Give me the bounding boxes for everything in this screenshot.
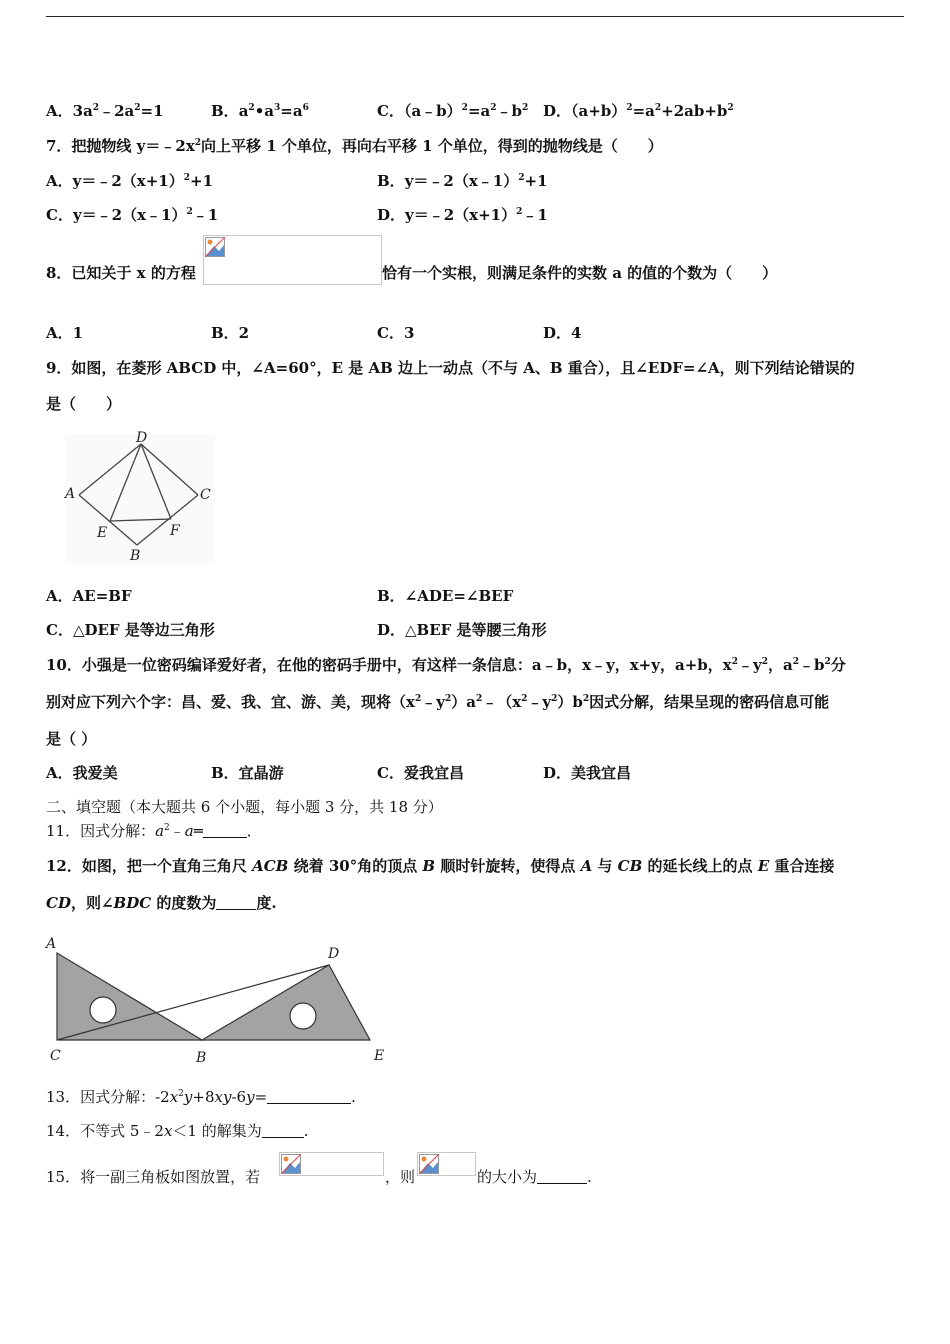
- q8-option-a[interactable]: A．1: [46, 324, 84, 342]
- q12-stem-line2: CD，则∠BDC 的度数为 度.: [46, 894, 277, 912]
- q10-option-c[interactable]: C．爱我宜昌: [377, 764, 464, 782]
- label-d: D: [136, 430, 148, 446]
- label-a: A: [65, 486, 76, 502]
- q8-stem-start: 8．已知关于 x 的方程: [46, 264, 196, 282]
- q7-option-c[interactable]: C．y＝﹣2（x﹣1）$^2$﹣1: [46, 206, 219, 224]
- q15-answer-blank[interactable]: [537, 1169, 587, 1184]
- q8-stem-end: 恰有一个实根，则满足条件的实数 a 的值的个数为（ ）: [382, 264, 778, 282]
- q13-stem: 13．因式分解：$-2x^2y+8xy-6y=$ .: [46, 1088, 356, 1106]
- label-b: B: [130, 548, 141, 564]
- q10-option-d[interactable]: D．美我宜昌: [543, 764, 632, 782]
- q7-option-b[interactable]: B．y＝﹣2（x﹣1）$^2$+1: [377, 172, 548, 190]
- q7-option-a[interactable]: A．$y=﹣2(x+1)^2+1$: [46, 172, 214, 190]
- broken-image-icon: [419, 1154, 439, 1174]
- q10-option-a[interactable]: A．我爱美: [46, 764, 118, 782]
- q8-option-d[interactable]: D．4: [543, 324, 582, 342]
- q9-option-a[interactable]: A．AE=BF: [46, 587, 132, 605]
- label-a: A: [46, 936, 57, 952]
- q15-angle-image: [417, 1152, 476, 1176]
- label-b: B: [196, 1050, 207, 1066]
- label-e: E: [97, 525, 108, 541]
- triangle-acb: [57, 953, 202, 1040]
- q10-option-b[interactable]: B．宜晶游: [211, 764, 284, 782]
- header-rule: [46, 16, 904, 17]
- q12-stem-line1: 12．如图，把一个直角三角尺 ACB 绕着 30°角的顶点 B 顺时针旋转，使得点 A 与 CB 的延长线上的点 E 重合连接: [46, 857, 835, 875]
- broken-image-icon: [205, 237, 225, 257]
- q10-stem-line3: 是（ ）: [46, 730, 97, 748]
- section-2-heading: 二、填空题（本大题共 6 个小题，每小题 3 分，共 18 分）: [46, 798, 443, 816]
- q7-option-d[interactable]: D．$y=﹣2(x+1)^2﹣1$: [377, 206, 548, 224]
- q15-stem-a: 15．将一副三角板如图放置，若: [46, 1168, 261, 1186]
- q8-option-b[interactable]: B．2: [211, 324, 250, 342]
- q9-option-b[interactable]: B．∠ADE=∠BEF: [377, 587, 514, 605]
- label-f: F: [170, 523, 180, 539]
- label-e: E: [374, 1048, 385, 1064]
- triangle-acb-hole: [90, 997, 116, 1023]
- q11-stem: 11．因式分解：$a^2﹣a═$ ．: [46, 822, 262, 840]
- q10-stem-line1: 10．小强是一位密码编译爱好者，在他的密码手册中，有这样一条信息：a﹣b，x﹣y，x+y，a+b，$x^2﹣y^2$，$a^2﹣b^2$分: [46, 656, 846, 674]
- q9-rhombus-figure: [60, 428, 220, 564]
- q8-option-c[interactable]: C．3: [377, 324, 415, 342]
- q14-answer-blank[interactable]: [262, 1123, 304, 1138]
- q9-stem-line2: 是（ ）: [46, 395, 122, 413]
- q12-answer-blank[interactable]: [216, 895, 256, 910]
- q13-answer-blank[interactable]: [267, 1089, 351, 1104]
- q9-stem-line1: 9．如图，在菱形 ABCD 中，∠A=60°，E 是 AB 边上一动点（不与 A、B 重合），且∠EDF=∠A，则下列结论错误的: [46, 359, 855, 377]
- q6-option-b[interactable]: B．$a^2•a^3=a^6$: [211, 102, 309, 120]
- q14-stem: 14．不等式 5﹣2x＜1 的解集为 .: [46, 1122, 309, 1140]
- triangle-dbe-hole: [290, 1003, 316, 1029]
- label-c: C: [200, 487, 211, 503]
- q6-option-a[interactable]: A．$3a^2﹣2a^2=1$: [46, 102, 164, 120]
- q11-answer-blank[interactable]: [203, 823, 247, 838]
- q8-equation-image: [203, 235, 382, 285]
- broken-image-icon: [281, 1154, 301, 1174]
- q12-triangles-figure: [40, 930, 400, 1070]
- q6-option-c[interactable]: C．$(a﹣b)^2=a^2﹣b^2$: [377, 102, 529, 120]
- q10-stem-line2: 别对应下列六个字：昌、爱、我、宜、游、美，现将$(x^2﹣y^2)a^2﹣(x^2﹣y^2)b^2$因式分解，结果呈现的密码信息可能: [46, 693, 830, 711]
- q15-stem-b: ，则: [385, 1168, 416, 1186]
- q6-option-d[interactable]: D．$(a+b)^2=a^2+2ab+b^2$: [543, 102, 734, 120]
- q7-stem: 7．把抛物线 $y=﹣2x^2$向上平移 1 个单位，再向右平移 1 个单位，得到的抛物线是（ ）: [46, 137, 663, 155]
- label-d: D: [328, 946, 340, 962]
- q15-condition-image: [279, 1152, 384, 1176]
- q9-option-c[interactable]: C．△DEF 是等边三角形: [46, 621, 215, 639]
- q9-option-d[interactable]: D．△BEF 是等腰三角形: [377, 621, 547, 639]
- q15-stem-c: 的大小为 .: [477, 1168, 592, 1186]
- label-c: C: [50, 1048, 61, 1064]
